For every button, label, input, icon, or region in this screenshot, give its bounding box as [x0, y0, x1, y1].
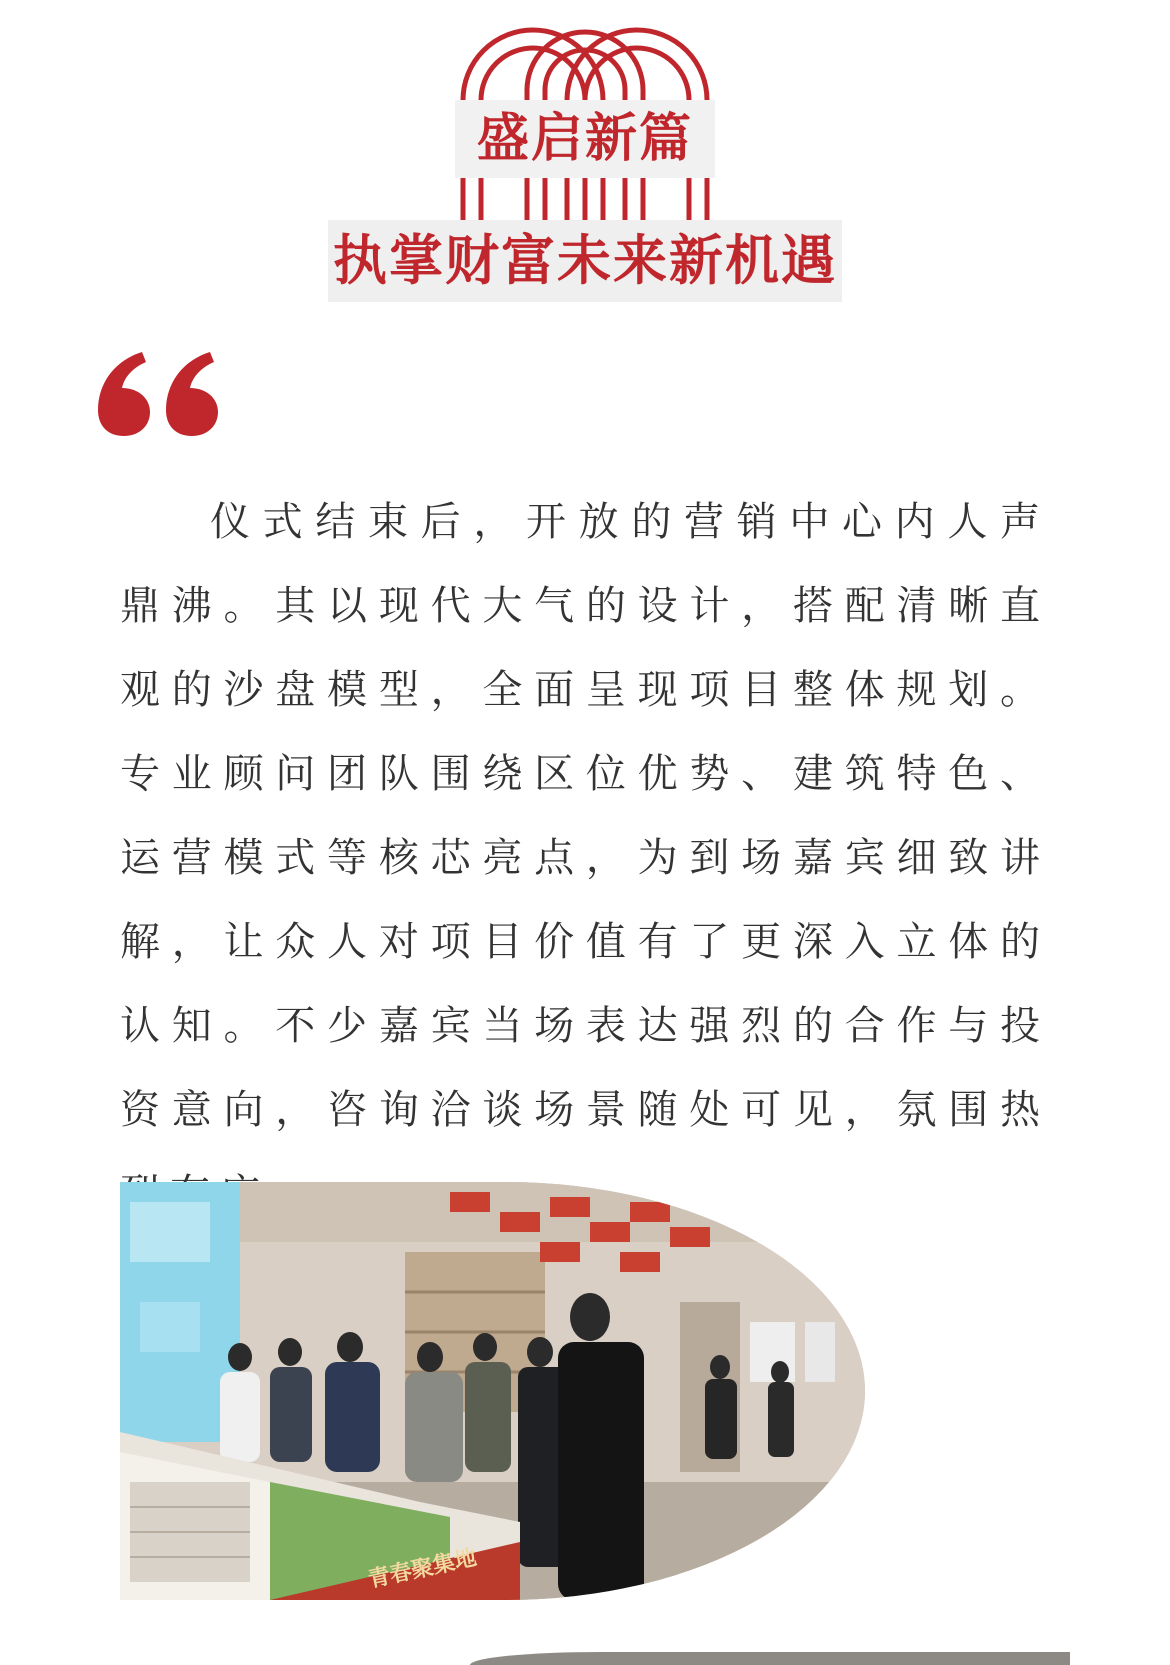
section-title: 盛启新篇 [455, 100, 715, 178]
quote-open-icon [98, 352, 218, 436]
title-banner [0, 0, 1170, 320]
next-image-edge [470, 1652, 1070, 1665]
model-sign: 青春聚集地 [366, 1545, 479, 1593]
event-photo [120, 1182, 865, 1600]
article-paragraph: 仪式结束后，开放的营销中心内人声鼎沸。其以现代大气的设计，搭配清晰直观的沙盘模型，全面呈现项目整体规划。专业顾问团队围绕区位优势、建筑特色、运营模式等核芯亮点，为到场嘉宾细致讲解，让众人对项目价值有了更深入立体的认知。不少嘉宾当场表达强烈的合作与投资意向，咨询洽谈场景随处可见，氛围热 [120, 499, 1050, 1133]
section-subtitle: 执掌财富未来新机遇 [328, 220, 842, 302]
